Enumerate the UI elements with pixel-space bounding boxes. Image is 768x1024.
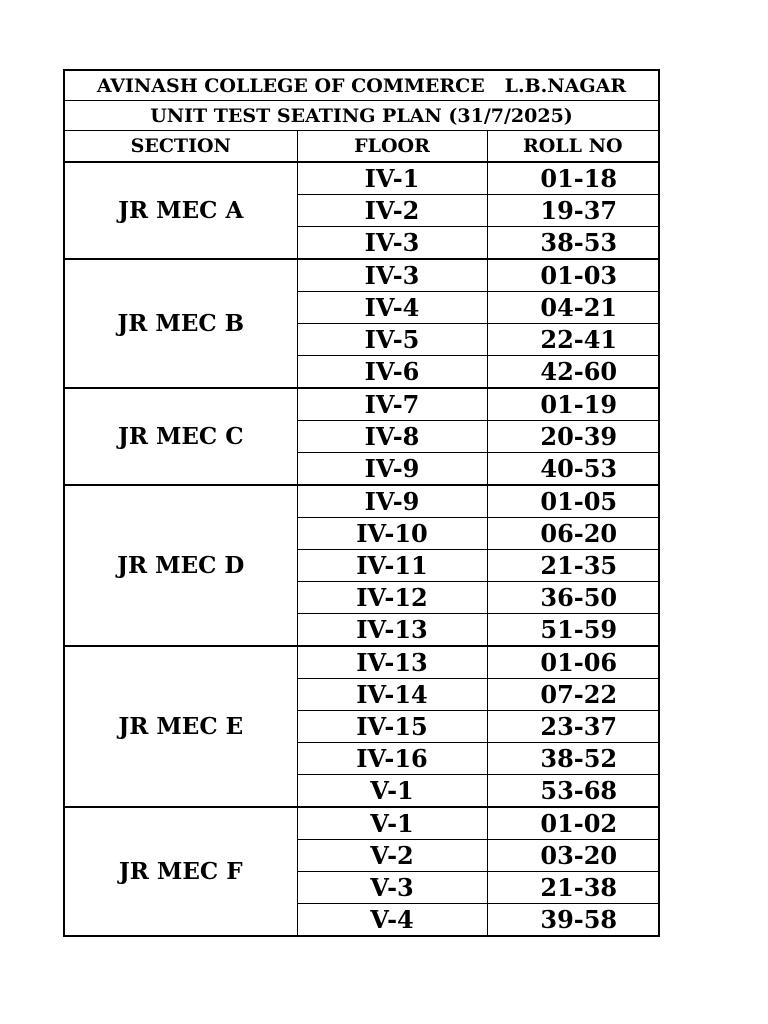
roll-cell (487, 840, 659, 872)
title-row (64, 70, 659, 101)
roll-number-range: 01-06 (540, 647, 618, 677)
floor-cell: IV-1 (297, 162, 487, 195)
roll-cell (487, 614, 659, 647)
roll-cell (487, 775, 659, 808)
section-cell: JR MEC C (64, 388, 297, 485)
roll-number-range: 21-38 (540, 872, 618, 902)
floor-cell: IV-15 (297, 711, 487, 743)
section-cell: JR MEC A (64, 162, 297, 259)
section-cell: JR MEC D (64, 485, 297, 646)
floor-cell: IV-14 (297, 679, 487, 711)
college-title: AVINASH COLLEGE OF COMMERCE L.B.NAGAR (64, 70, 659, 101)
roll-cell (487, 356, 659, 389)
roll-cell (487, 259, 659, 292)
floor-cell: IV-10 (297, 518, 487, 550)
table-row (64, 807, 659, 840)
floor-cell: IV-12 (297, 582, 487, 614)
seating-plan-table (63, 69, 660, 937)
floor-cell: IV-5 (297, 324, 487, 356)
floor-cell: V-1 (297, 807, 487, 840)
roll-number-range: 40-53 (540, 453, 618, 483)
roll-cell (487, 646, 659, 679)
roll-number-range: 20-39 (540, 421, 618, 451)
floor-cell: IV-6 (297, 356, 487, 389)
plan-subtitle: UNIT TEST SEATING PLAN (31/7/2025) (64, 101, 659, 131)
floor-cell: IV-16 (297, 743, 487, 775)
floor-cell: IV-8 (297, 421, 487, 453)
floor-cell: V-3 (297, 872, 487, 904)
roll-cell (487, 904, 659, 937)
floor-cell: IV-4 (297, 292, 487, 324)
table-row (64, 646, 659, 679)
section-cell: JR MEC E (64, 646, 297, 807)
table-row (64, 162, 659, 195)
section-column-header: SECTION (64, 131, 297, 163)
roll-number-range: 01-19 (540, 389, 618, 419)
roll-cell (487, 679, 659, 711)
roll-cell (487, 292, 659, 324)
roll-number-range: 01-02 (540, 808, 618, 838)
roll-number-range: 22-41 (540, 324, 618, 354)
table-row (64, 485, 659, 518)
roll-cell (487, 324, 659, 356)
table-row (64, 259, 659, 292)
section-cell: JR MEC F (64, 807, 297, 936)
roll-number-range: 42-60 (540, 356, 618, 386)
column-header-row (64, 131, 659, 163)
roll-cell (487, 485, 659, 518)
roll-number-range: 19-37 (540, 195, 618, 225)
table-row (64, 388, 659, 421)
floor-cell: IV-3 (297, 227, 487, 260)
floor-cell: V-2 (297, 840, 487, 872)
roll-number-range: 01-03 (540, 260, 618, 290)
roll-number-range: 04-21 (540, 292, 618, 322)
subtitle-row (64, 101, 659, 131)
roll-number-range: 06-20 (540, 518, 618, 548)
floor-cell: IV-13 (297, 614, 487, 647)
floor-cell: IV-3 (297, 259, 487, 292)
floor-cell: V-4 (297, 904, 487, 937)
roll-cell (487, 550, 659, 582)
roll-cell (487, 807, 659, 840)
roll-cell (487, 711, 659, 743)
floor-cell: IV-9 (297, 453, 487, 486)
roll-number-range: 21-35 (540, 550, 618, 580)
floor-cell: IV-13 (297, 646, 487, 679)
roll-cell (487, 388, 659, 421)
floor-cell: V-1 (297, 775, 487, 808)
section-cell: JR MEC B (64, 259, 297, 388)
roll-column-header: ROLL NO (487, 131, 659, 163)
roll-number-range: 38-52 (540, 743, 618, 773)
roll-number-range: 51-59 (540, 614, 618, 644)
roll-number-range: 03-20 (540, 840, 618, 870)
roll-cell (487, 227, 659, 260)
roll-cell (487, 872, 659, 904)
roll-cell (487, 421, 659, 453)
roll-number-range: 39-58 (540, 904, 618, 934)
floor-cell: IV-7 (297, 388, 487, 421)
floor-cell: IV-2 (297, 195, 487, 227)
roll-cell (487, 453, 659, 486)
roll-number-range: 01-05 (540, 486, 618, 516)
roll-cell (487, 582, 659, 614)
roll-cell (487, 518, 659, 550)
roll-number-range: 23-37 (540, 711, 618, 741)
roll-number-range: 53-68 (540, 775, 618, 805)
roll-number-range: 38-53 (540, 227, 618, 257)
roll-cell (487, 195, 659, 227)
roll-number-range: 07-22 (540, 679, 618, 709)
floor-cell: IV-9 (297, 485, 487, 518)
roll-cell (487, 743, 659, 775)
roll-number-range: 36-50 (540, 582, 618, 612)
seating-plan-body (64, 70, 659, 936)
floor-column-header: FLOOR (297, 131, 487, 163)
roll-cell (487, 162, 659, 195)
roll-number-range: 01-18 (540, 163, 618, 193)
floor-cell: IV-11 (297, 550, 487, 582)
